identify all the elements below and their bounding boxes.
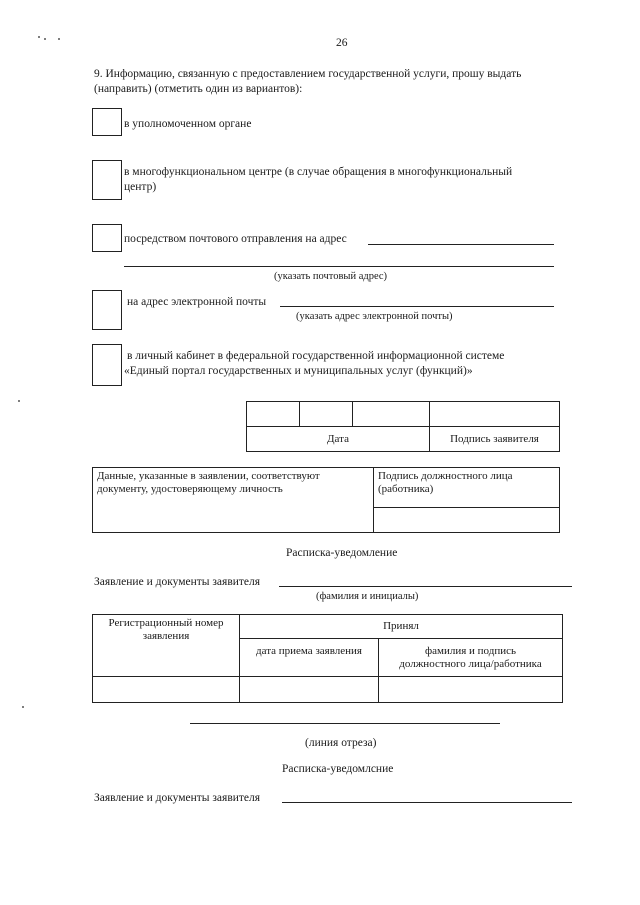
official-sign-header <box>379 639 563 677</box>
receipt2-docs-label: Заявление и документы заявителя <box>94 792 261 804</box>
checkbox-email[interactable] <box>92 290 122 330</box>
scan-mark <box>38 36 40 38</box>
option-mfc-label-line1: в многофункциональном центре (в случае обращения в многофункциональный <box>124 166 513 178</box>
date-received-header: дата приема заявления <box>240 639 379 677</box>
date-year-cell[interactable] <box>353 402 430 427</box>
option-mfc-label-line2: центр) <box>124 181 157 193</box>
verification-statement <box>93 468 374 533</box>
date-signature-table <box>246 401 560 452</box>
option-portal-label-line2: «Единый портал государственных и муниципальных услуг (функций)» <box>124 365 473 377</box>
scan-mark <box>18 400 20 402</box>
cut-line-label: (линия отреза) <box>305 737 377 749</box>
receipt-docs-label: Заявление и документы заявителя <box>94 576 261 588</box>
page-number: 26 <box>336 37 348 49</box>
reg-number-header-line1: Регистрационный номер <box>108 617 224 629</box>
official-signature-label-line1: Подпись должностного лица <box>378 470 513 482</box>
official-signature-cell[interactable] <box>374 507 560 532</box>
option-email-label: на адрес электронной почты <box>127 296 267 308</box>
signature-label: Подпись заявителя <box>430 427 560 452</box>
reg-number-header-line2: заявления <box>142 630 190 642</box>
post-address-line[interactable] <box>368 244 554 245</box>
checkbox-portal[interactable] <box>92 344 122 386</box>
applicant-name-hint: (фамилия и инициалы) <box>316 591 419 602</box>
verification-table <box>92 467 560 533</box>
official-signature-label-line2: (работника) <box>378 483 434 495</box>
signature-cell[interactable] <box>430 402 560 427</box>
post-address-line-2[interactable] <box>124 266 554 267</box>
verification-statement-line1: Данные, указанные в заявлении, соответствуют <box>97 470 320 482</box>
cut-line <box>190 723 500 724</box>
reg-number-cell[interactable] <box>93 677 240 703</box>
receipt2-title: Расписка-уведомлсние <box>282 763 394 775</box>
section9-intro-line1: 9. Информацию, связанную с предоставлением государственной услуги, прошу выдать <box>94 68 522 80</box>
official-sign-header-line2: должностного лица/работника <box>399 658 542 670</box>
option-portal-label-line1: в личный кабинет в федеральной государственной информационной системе <box>127 350 505 362</box>
date-month-cell[interactable] <box>300 402 353 427</box>
email-address-hint: (указать адрес электронной почты) <box>296 311 453 322</box>
receipt-title: Расписка-уведомление <box>286 547 398 559</box>
reg-number-header <box>93 615 240 677</box>
accepted-header: Принял <box>240 615 563 639</box>
date-label: Дата <box>247 427 430 452</box>
receipt-table <box>92 614 563 703</box>
scan-mark <box>44 38 46 40</box>
official-sign-cell[interactable] <box>379 677 563 703</box>
applicant-name-line-2[interactable] <box>282 802 572 803</box>
applicant-name-line[interactable] <box>279 586 572 587</box>
official-signature-label <box>374 468 560 508</box>
post-address-hint: (указать почтовый адрес) <box>274 271 388 282</box>
official-sign-header-line1: фамилия и подпись <box>424 645 517 657</box>
option-post-label: посредством почтового отправления на адрес <box>124 233 347 245</box>
option-authority-label: в уполномоченном органе <box>124 118 252 130</box>
section9-intro-line2: (направить) (отметить один из вариантов): <box>94 83 303 95</box>
checkbox-mfc[interactable] <box>92 160 122 200</box>
email-address-line[interactable] <box>280 306 554 307</box>
scan-mark <box>22 706 24 708</box>
checkbox-post[interactable] <box>92 224 122 252</box>
scan-mark <box>58 38 60 40</box>
verification-statement-line2: документу, удостоверяющему личность <box>97 483 283 495</box>
date-received-cell[interactable] <box>240 677 379 703</box>
checkbox-authority[interactable] <box>92 108 122 136</box>
date-day-cell[interactable] <box>247 402 300 427</box>
